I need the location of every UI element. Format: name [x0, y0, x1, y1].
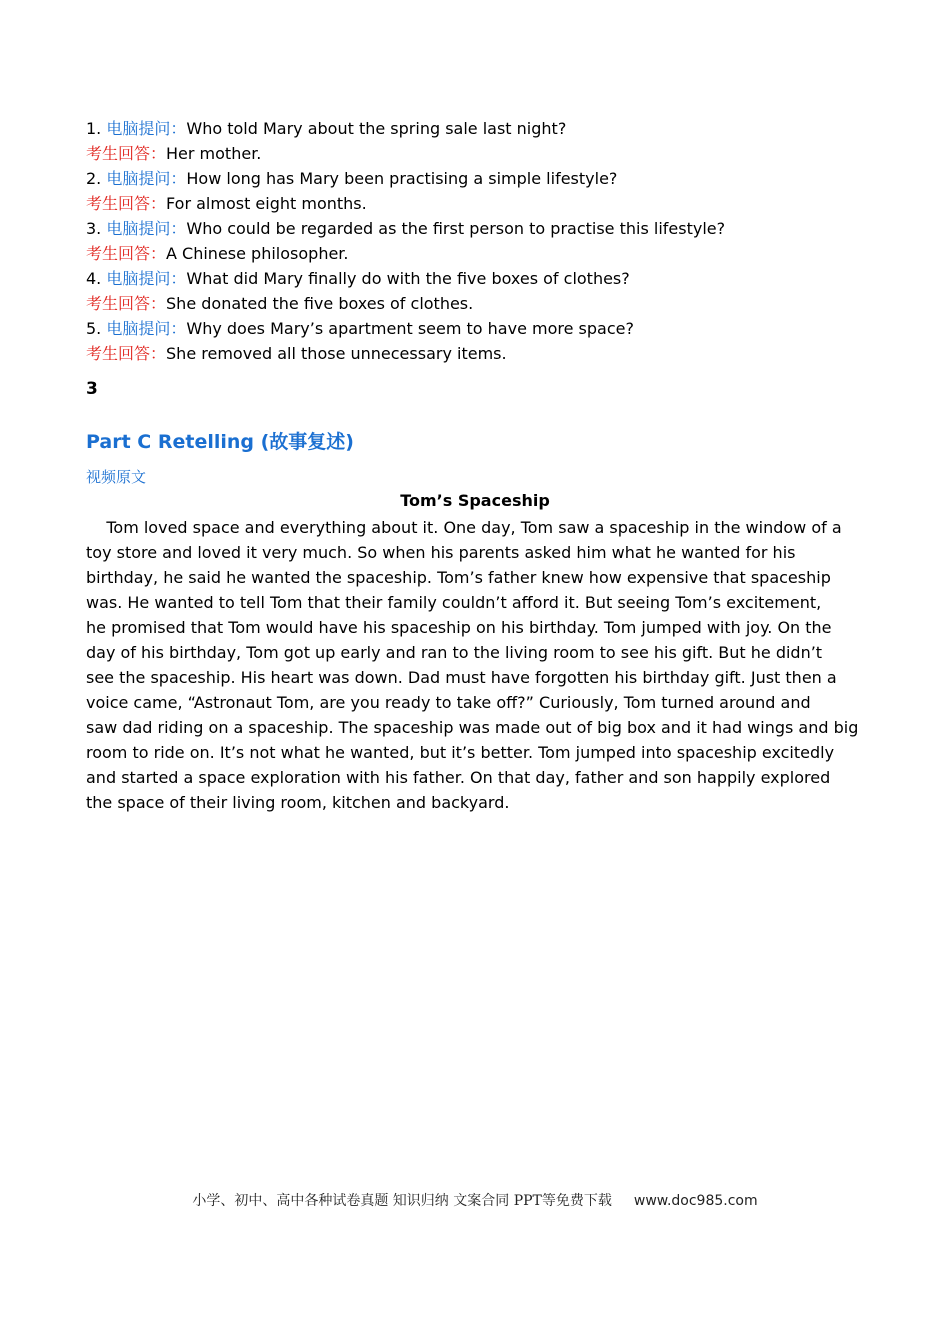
- question-text: Why does Mary’s apartment seem to have more space?: [186, 319, 634, 338]
- question-label: 电脑提问：: [106, 119, 187, 138]
- story-line: he promised that Tom would have his spaceship on his birthday. Tom jumped with joy. On the: [86, 618, 832, 637]
- answer-label: 考生回答：: [86, 294, 167, 313]
- question-line-4: [86, 266, 886, 291]
- question-label: 电脑提问：: [106, 219, 187, 238]
- story-line: see the spaceship. His heart was down. Dad must have forgotten his birthday gift. Just then a: [86, 668, 837, 687]
- story-line: and started a space exploration with his father. On that day, father and son happily explored: [86, 768, 831, 787]
- section-number: 3: [86, 379, 98, 399]
- footer-text: 小学、初中、高中各种试卷真题 知识归纳 文案合同 PPT等免费下载: [192, 1193, 612, 1209]
- question-line-2: [86, 166, 886, 191]
- question-number: 5.: [86, 319, 107, 338]
- question-text: Who told Mary about the spring sale last night?: [186, 119, 567, 138]
- question-number: 2.: [86, 169, 107, 188]
- question-text: How long has Mary been practising a simple lifestyle?: [186, 169, 618, 188]
- story-line: saw dad riding on a spaceship. The spaceship was made out of big box and it had wings and big: [86, 718, 859, 737]
- story-title: Tom’s Spaceship: [400, 491, 550, 510]
- answer-label: 考生回答：: [86, 244, 167, 263]
- answer-label: 考生回答：: [86, 144, 167, 163]
- footer-url[interactable]: www.doc985.com: [633, 1193, 758, 1209]
- answer-label: 考生回答：: [86, 194, 167, 213]
- answer-text: She donated the five boxes of clothes.: [166, 294, 474, 313]
- answer-line-4: [86, 291, 886, 316]
- question-number: 3.: [86, 219, 107, 238]
- story-line: day of his birthday, Tom got up early and ran to the living room to see his gift. But he didn’t: [86, 643, 823, 662]
- answer-text: A Chinese philosopher.: [166, 244, 349, 263]
- question-label: 电脑提问：: [106, 269, 187, 288]
- question-text: What did Mary finally do with the five boxes of clothes?: [186, 269, 630, 288]
- answer-text: For almost eight months.: [166, 194, 367, 213]
- story-line: birthday, he said he wanted the spaceship. Tom’s father knew how expensive that spaceship: [86, 568, 831, 587]
- story-line: room to ride on. It’s not what he wanted, but it’s better. Tom jumped into spaceship excitedly: [86, 743, 835, 762]
- answer-line-3: [86, 241, 886, 266]
- story-line: the space of their living room, kitchen and backyard.: [86, 793, 510, 812]
- answer-text: She removed all those unnecessary items.: [166, 344, 507, 363]
- question-line-3: [86, 216, 886, 241]
- question-label: 电脑提问：: [106, 169, 187, 188]
- question-line-1: [86, 116, 886, 141]
- answer-line-2: [86, 191, 886, 216]
- question-number: 1.: [86, 119, 107, 138]
- story-line: Tom loved space and everything about it. One day, Tom saw a spaceship in the window of a: [86, 518, 842, 537]
- answer-text: Her mother.: [166, 144, 262, 163]
- question-text: Who could be regarded as the first person to practise this lifestyle?: [186, 219, 726, 238]
- subheading: 视频原文: [86, 468, 147, 486]
- story-line: was. He wanted to tell Tom that their family couldn’t afford it. But seeing Tom’s excitement,: [86, 593, 822, 612]
- question-line-5: [86, 316, 886, 341]
- story-line: toy store and loved it very much. So when his parents asked him what he wanted for his: [86, 543, 796, 562]
- page-footer: [0, 1190, 950, 1210]
- story-body: [86, 515, 876, 815]
- answer-line-5: [86, 341, 886, 366]
- story-line: voice came, “Astronaut Tom, are you ready to take off?” Curiously, Tom turned around and: [86, 693, 811, 712]
- question-label: 电脑提问：: [106, 319, 187, 338]
- part-title: Part C Retelling (故事复述): [86, 431, 354, 453]
- question-number: 4.: [86, 269, 107, 288]
- answer-line-1: [86, 141, 886, 166]
- qa-list: [86, 116, 886, 366]
- answer-label: 考生回答：: [86, 344, 167, 363]
